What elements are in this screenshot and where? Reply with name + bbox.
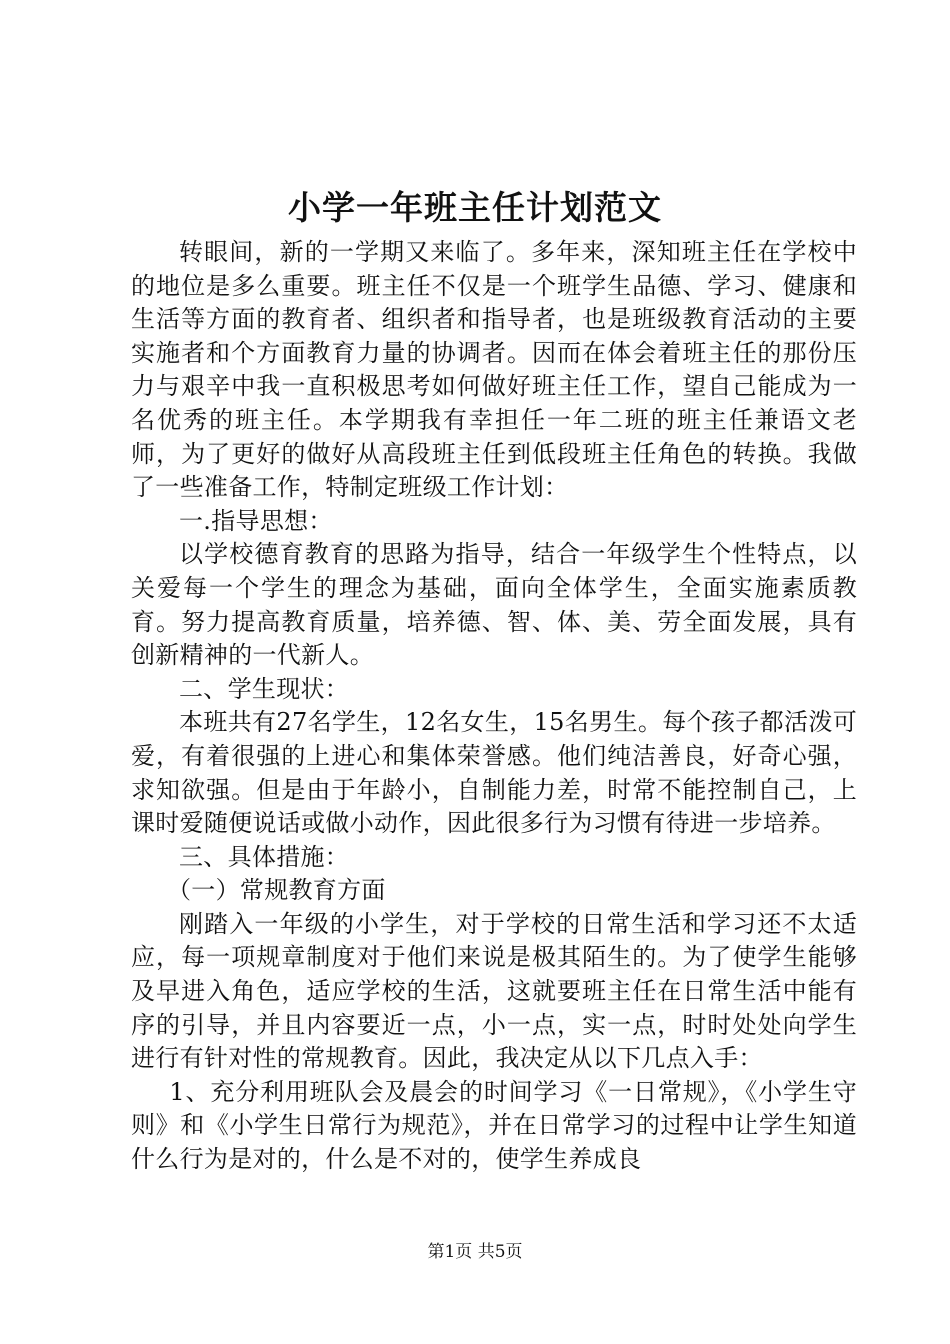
routine-education-paragraph: 刚踏入一年级的小学生，对于学校的日常生活和学习还不太适应，每一项规章制度对于他们来说是极其陌生的。为了使学生能够及早进入角色，适应学校的生活，这就要班主任在日常生活中能有序的引导，并且内容要近一点，小一点，实一点，时时处处向学生进行有针对性的常规教育。因此，我决定从以下几点入手： xyxy=(131,909,857,1073)
page-number-footer: 第1页 共5页 xyxy=(427,1242,523,1262)
intro-paragraph: 转眼间，新的一学期又来临了。多年来，深知班主任在学校中的地位是多么重要。班主任不仅是一个班学生品德、学习、健康和生活等方面的教育者、组织者和指导者，也是班级教育活动的主要实施者和个方面教育力量的协调者。因而在体会着班主任的那份压力与艰辛中我一直积极思考如何做好班主任工作，望自己能成为一名优秀的班主任。本学期我有幸担任一年二班的班主任兼语文老师，为了更好的做好从高段班主任到低段班主任角色的转换。我做了一些准备工作，特制定班级工作计划： xyxy=(131,238,857,502)
document-title: 小学一年班主任计划范文 xyxy=(288,188,662,227)
section-heading-guiding-ideology: 一.指导思想： xyxy=(179,506,333,535)
list-item-1: 1、充分利用班队会及晨会的时间学习《一日常规》，《小学生守则》和《小学生日常行为规范》，并在日常学习的过程中让学生知道什么行为是对的，什么是不对的，使学生养成良 xyxy=(131,1077,857,1174)
subsection-heading-routine-education: （一）常规教育方面 xyxy=(167,876,386,905)
section-heading-measures: 三、具体措施： xyxy=(179,842,350,871)
document-body xyxy=(131,236,857,1177)
section-heading-student-status: 二、学生现状： xyxy=(179,674,350,703)
guiding-ideology-paragraph: 以学校德育教育的思路为指导，结合一年级学生个性特点，以关爱每一个学生的理念为基础，面向全体学生，全面实施素质教育。努力提高教育质量，培养德、智、体、美、劳全面发展，具有创新精神的一代新人。 xyxy=(131,540,857,670)
student-status-paragraph: 本班共有27名学生，12名女生，15名男生。每个孩子都活泼可爱，有着很强的上进心和集体荣誉感。他们纯洁善良，好奇心强，求知欲强。但是由于年龄小，自制能力差，时常不能控制自己，上课时爱随便说话或做小动作，因此很多行为习惯有待进一步培养。 xyxy=(131,708,857,838)
